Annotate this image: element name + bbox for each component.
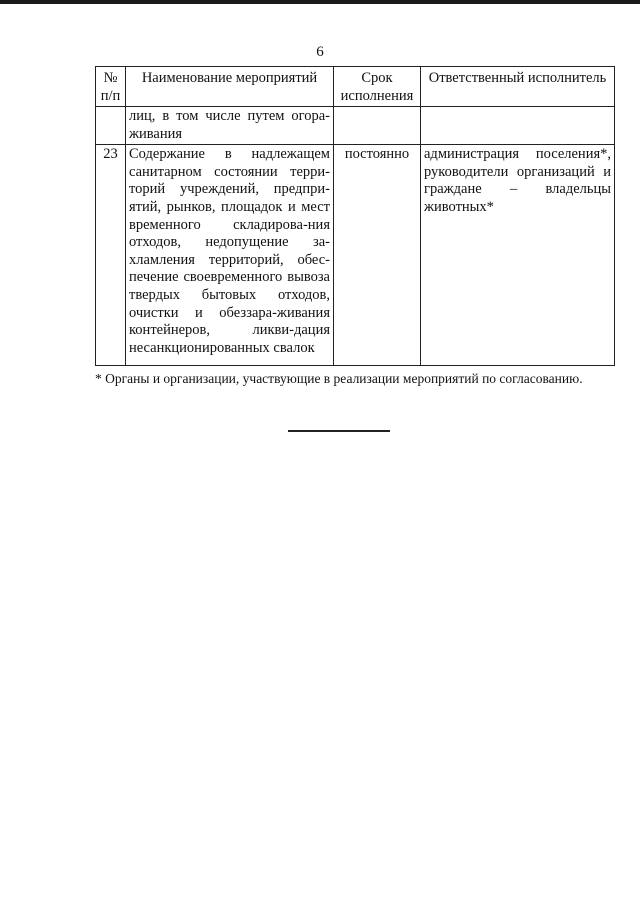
- row-term: [334, 107, 421, 145]
- row-measure-name: Содержание в надлежащем санитарном состоянии терри-торий учреждений, предпри-ятий, рынков, площадок и мест временного складирова-ния отходов, недопущение за-хламления территорий, обес-печение своевременного вывоза твердых бытовых отходов, очистки и обеззара-живания контейнеров, ликви-дация несанкционированных свалок: [126, 145, 334, 366]
- row-responsible: администрация поселения*, руководители организаций и граждане – владельцы животных*: [421, 145, 615, 366]
- row-measure-name: лиц, в том числе путем огора-живания: [126, 107, 334, 145]
- table-header-row: [96, 67, 615, 107]
- table-row: [96, 107, 615, 145]
- page-number: 6: [316, 44, 324, 60]
- row-term: постоянно: [334, 145, 421, 366]
- end-of-document-rule: [288, 430, 390, 432]
- row-number: [96, 107, 126, 145]
- header-measure-name: Наименование мероприятий: [126, 67, 334, 107]
- row-number: 23: [96, 145, 126, 366]
- table-row: [96, 145, 615, 366]
- scan-top-edge: [0, 0, 640, 4]
- measures-table: [95, 66, 615, 366]
- header-responsible: Ответственный исполнитель: [421, 67, 615, 107]
- header-number: № п/п: [96, 67, 126, 107]
- row-responsible: [421, 107, 615, 145]
- header-term: Срок исполнения: [334, 67, 421, 107]
- footnote: * Органы и организации, участвующие в реализации мероприятий по согласованию.: [95, 371, 583, 386]
